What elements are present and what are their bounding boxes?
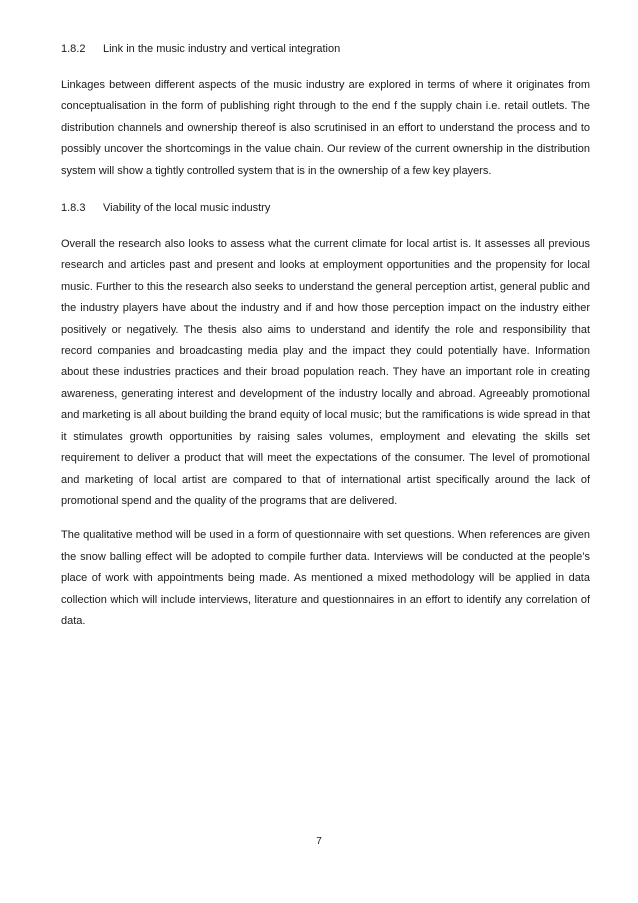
section-number: 1.8.2 [61, 43, 86, 55]
section-heading-1-8-2 [61, 36, 590, 62]
paragraph-qualitative-method: The qualitative method will be used in a form of questionnaire with set questions. When references are given the snow balling effect will be adopted to compile further data. Interviews will be conducted at the people’s place of work with appointments being made. As mentioned a mixed methodology will be applied in data collection which will include interviews, literature and questionnaires in an effort to identify any correlation of data. [61, 529, 590, 627]
page-number: 7 [316, 836, 322, 847]
section-title: Link in the music industry and vertical integration [103, 43, 341, 55]
paragraph-linkages: Linkages between different aspects of the music industry are explored in terms of where it originates from conceptualisation in the form of publishing right through to the end f the supply chain i.e. retail outlets. The distribution channels and ownership thereof is also scrutinised in an effort to understand the process and to possibly uncover the shortcomings in the value chain. Our review of the current ownership in the distribution system will show a tightly controlled system that is in the ownership of a few key players. [61, 79, 590, 177]
section-heading-1-8-3 [61, 195, 590, 221]
section-number: 1.8.3 [61, 202, 86, 215]
page-body [61, 36, 590, 632]
paragraph-overall-research: Overall the research also looks to assess what the current climate for local artist is. It assesses all previous research and articles past and present and looks at employment opportunities and the propensity for local music. Further to this the research also seeks to understand the general perception artist, general public and the industry players have about the industry and if and how those perception impact on the industry either positively or negatively. The thesis also aims to understand and identify the role and responsibility that record companies and broadcasting media play and the impact they could potentially have. Information about these industries practices and their broad population reach. They have an important role in creating awareness, generating interest and development of the industry locally and abroad. Agreeably promotional and marketing is all about building the brand equity of local music; but the ramifications is wide spread in that it stimulates growth opportunities by raising sales volumes, employment and elevating the skills set requirement to deliver a product that will meet the expectations of the consumer. The level of promotional and marketing of local artist are compared to that of international artist specifically around the lack of promotional spend and the quality of the programs that are delivered. [61, 238, 590, 507]
section-title: Viability of the local music industry [103, 202, 271, 215]
